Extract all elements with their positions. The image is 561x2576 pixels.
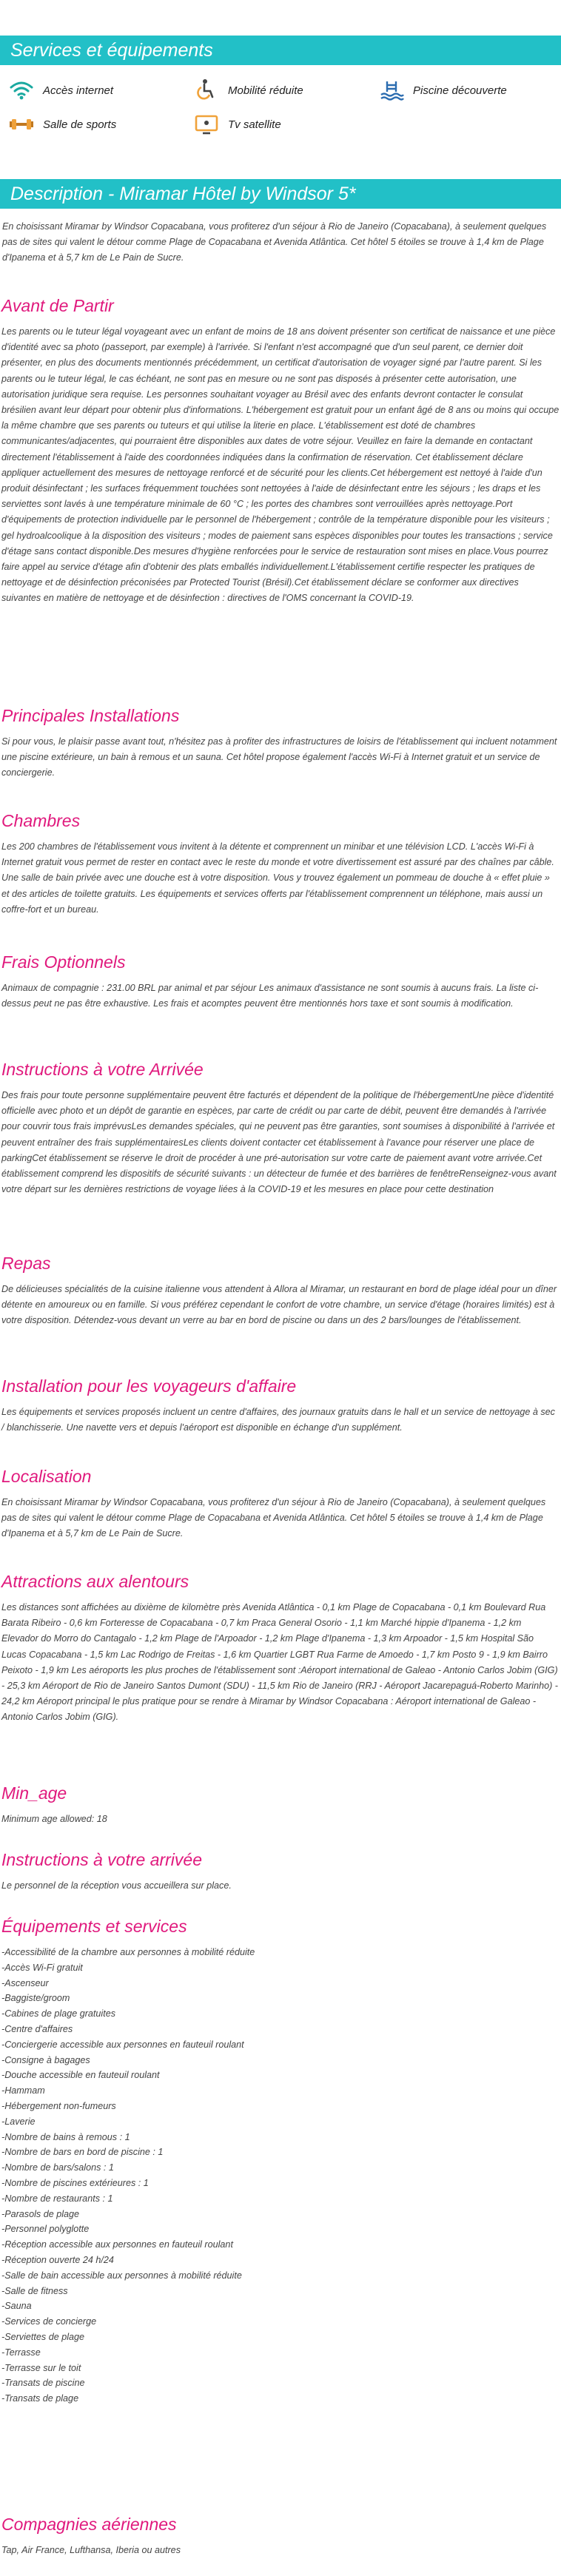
section-heading: Min_age <box>1 1783 67 1803</box>
section-heading: Principales Installations <box>1 706 180 725</box>
section-heading: Avant de Partir <box>1 296 114 315</box>
section-instructions-arrivee <box>0 1058 561 1197</box>
section-text: Les 200 chambres de l'établissement vous invitent à la détente et comprennent un minibar et une télévision LCD. L'accès Wi-Fi à Internet gratuit vous permet de rester en contact avec le reste du monde et votre divertissement est assuré par des chaînes par câble. Une salle de bain privée avec une douche est à votre disposition. Vous y trouvez également un pommeau de douche à « effet pluie » et des articles de toilette gratuits. Les équipements et services offerts par l'établissement comprennent un téléphone, mais aussi un coffre-fort et un bureau. <box>1 841 554 915</box>
amenity-label: Accès internet <box>43 84 114 97</box>
section-heading: Attractions aux alentours <box>1 1572 189 1591</box>
list-item: -Réception accessible aux personnes en fauteuil roulant <box>1 2239 233 2250</box>
section-frais <box>0 951 561 1012</box>
wheelchair-icon <box>194 78 219 101</box>
amenity-label: Tv satellite <box>228 118 281 131</box>
gym-icon <box>9 112 34 135</box>
list-item: -Nombre de bars/salons : 1 <box>1 2162 114 2173</box>
list-item: -Laverie <box>1 2116 36 2127</box>
list-item: -Transats de piscine <box>1 2378 85 2389</box>
list-item: -Sauna <box>1 2301 32 2312</box>
description-block <box>0 219 561 266</box>
section-heading: Localisation <box>1 1467 92 1486</box>
list-item: -Nombre de restaurants : 1 <box>1 2193 113 2204</box>
amenity-label: Piscine découverte <box>413 84 507 97</box>
list-item: -Baggiste/groom <box>1 1993 70 2004</box>
list-item: -Terrasse <box>1 2347 41 2358</box>
section-heading: Instructions à votre Arrivée <box>1 1060 204 1079</box>
list-item: -Hammam <box>1 2085 45 2096</box>
section-avant <box>0 295 561 607</box>
amenities-banner <box>0 36 561 65</box>
list-item: -Réception ouverte 24 h/24 <box>1 2254 114 2265</box>
section-text: Les distances sont affichées au dixième de kilomètre près Avenida Atlântica - 0,1 km Plage de Copacabana - 0,1 km Boulevard Rua Barata Ribeiro - 0,6 km Forteresse de Copacabana - 0,7 km Praca General Osorio - 1,1 km Marché hippie d'Ipanema - 1,2 km Elevador do Morro do Cantagalo - 1,2 km Plage de l'Arpoador - 1,2 km Plage d'Ipanema - 1,3 km Arpoador - 1,5 km Hospital São Lucas Copacabana - 1,5 km Lac Rodrigo de Freitas - 1,6 km Quartier LGBT Rua Farme de Amoedo - 1,7 km Posto 9 - 1,9 km Bairro Peixoto - 1,9 km Les aéroports les plus proches de l'établissement sont :Aéroport international de Galeao - Antonio Carlos Jobim (GIG) - 25,3 km Aéroport de Rio de Janeiro Santos Dumont (SDU) - 11,5 km Rio de Janeiro (RRJ - Aéroport Jacarepaguá-Roberto Marinho) - 24,2 km Aéroport principal le plus pratique pour se rendre à Miramar by Windsor Copacabana : Aéroport international de Galeao - Antonio Carlos Jobim (GIG). <box>1 1602 558 1723</box>
list-item: -Personnel polyglotte <box>1 2224 90 2235</box>
list-item: -Centre d'affaires <box>1 2023 73 2034</box>
section-affaires <box>0 1375 561 1436</box>
section-repas <box>0 1252 561 1329</box>
pool-icon <box>379 78 404 101</box>
section-compagnies <box>0 2513 561 2558</box>
section-text: Si pour vous, le plaisir passe avant tout, n'hésitez pas à profiter des infrastructures de loisirs de l'établissement qui incluent notamment une piscine extérieure, un bain à remous et un sauna. Cet hôtel propose également l'accès Wi-Fi à Internet gratuit et un service de conciergerie. <box>1 736 557 778</box>
list-item: -Conciergerie accessible aux personnes en fauteuil roulant <box>1 2039 244 2050</box>
section-instructions-arrivee-2 <box>0 1849 561 1894</box>
list-item: -Cabines de plage gratuites <box>1 2008 116 2020</box>
list-item: -Salle de fitness <box>1 2285 68 2296</box>
section-heading: Chambres <box>1 811 81 830</box>
section-equipements <box>0 1915 561 2407</box>
amenity-label: Mobilité réduite <box>228 84 303 97</box>
section-text: Les équipements et services proposés incluent un centre d'affaires, des journaux gratuits dans le hall et un service de nettoyage à sec / blanchisserie. Une navette vers et depuis l'aéroport est disponible en échange d'un supplément. <box>1 1407 555 1433</box>
description-banner <box>0 179 561 209</box>
amenity-label: Salle de sports <box>43 118 117 131</box>
list-item: -Nombre de piscines extérieures : 1 <box>1 2177 149 2188</box>
list-item: -Accessibilité de la chambre aux personnes à mobilité réduite <box>1 1947 255 1957</box>
list-item: -Ascenseur <box>1 1977 49 1988</box>
section-heading: Frais Optionnels <box>1 952 126 972</box>
section-principales <box>0 704 561 781</box>
wifi-icon <box>9 78 34 101</box>
section-text: Des frais pour toute personne supplémentaire peuvent être facturés et dépendent de la politique de l'hébergementUne pièce d'identité officielle avec photo et un dépôt de garantie en espèces, par carte de crédit ou par carte de débit, peuvent être demandés à l'arrivée pour couvrir tous frais imprévusLes demandes spéciales, qui ne peuvent pas être garanties, sont soumises à disponibilité à l'arrivée et peuvent entraîner des frais supplémentairesLes clients doivent contacter cet établissement à l'avance pour réserver une place de parkingCet établissement se réserve le droit de procéder à une pré-autorisation sur votre carte de paiement avant votre arrivée.Cet établissement comprend les dispositifs de sécurité suivants : un détecteur de fumée et des barrières de fenêtreRenseignez-vous avant votre départ sur les dernières restrictions de voyage liées à la COVID-19 et les mesures en place pour cette destination <box>1 1090 557 1195</box>
list-item: -Parasols de plage <box>1 2208 80 2219</box>
list-item: -Consigne à bagages <box>1 2054 90 2065</box>
equipements-list <box>1 1945 560 2407</box>
section-text: Tap, Air France, Lufthansa, Iberia ou autres <box>1 2545 181 2555</box>
list-item: -Serviettes de plage <box>1 2331 85 2342</box>
section-text: Les parents ou le tuteur légal voyageant avec un enfant de moins de 18 ans doivent présenter son certificat de naissance et une pièce d'identité avec sa photo (passeport, par exemple) à l'arrivée. Si l'enfant n'est accompagné que d'un seul parent, ce dernier doit présenter, en plus des documents mentionnés précédemment, un certificat d'autorisation de voyager signé par l'autre parent. Si les parents ou le tuteur légal, le cas échéant, ne sont pas en mesure ou ne sont pas disposés à présenter cette autorisation, une autorisation juridique sera requise. Les personnes souhaitant voyager au Brésil avec des enfants devront contacter le consulat brésilien avant leur départ pour obtenir plus d'informations. L'hébergement est gratuit pour un enfant âgé de 8 ans ou moins qui occupe la même chambre que ses parents ou tuteurs et qui utilise la literie en place. L'établissement est doté de chambres communicantes/adjacentes, qui pourraient être disponibles aux dates de votre séjour. Veuillez en faire la demande en contactant directement l'établissement à l'aide des coordonnées indiquées dans la confirmation de réservation. Cet établissement déclare appliquer actuellement des mesures de nettoyage renforcé et de sécurité pour les clients.Cet hébergement est nettoyé à l'aide d'un produit désinfectant ; les surfaces fréquemment touchées sont nettoyées à l'aide de désinfectant entre les séjours ; les draps et les serviettes sont lavés à une température minimale de 60 °C ; les portes des chambres sont verrouillées après nettoyage.Port d'équipements de protection individuelle par le personnel de l'hébergement ; contrôle de la température disponible pour les visiteurs ; gel hydroalcoolique à la disposition des visiteurs ; modes de paiement sans espèces disponibles pour toutes les transactions ; service d'étage sans contact disponible.Des mesures d'hygiène renforcées pour le service de restauration sont mises en place.Vous pourrez faire appel au service d'étage afin d'obtenir des plats emballés individuellement.L'établissement certifie respecter les pratiques de nettoyage et de désinfection préconisées par Protected Tourist (Brésil).Cet établissement déclare se conformer aux directives suivantes en matière de nettoyage et de désinfection : directives de l'OMS concernant la COVID-19. <box>1 326 560 604</box>
section-heading: Compagnies aériennes <box>1 2515 177 2534</box>
list-item: -Salle de bain accessible aux personnes à mobilité réduite <box>1 2270 242 2281</box>
list-item: -Transats de plage <box>1 2393 79 2404</box>
section-attractions <box>0 1570 561 1726</box>
section-text: Minimum age allowed: 18 <box>1 1814 107 1824</box>
section-text: Le personnel de la réception vous accueillera sur place. <box>1 1880 232 1891</box>
section-text: En choisissant Miramar by Windsor Copacabana, vous profiterez d'un séjour à Rio de Janeiro (Copacabana), à seulement quelques pas de sites qui valent le détour comme Plage de Copacabana et Avenida Atlântica. Cet hôtel 5 étoiles se trouve à 1,4 km de Plage d'Ipanema et à 5,7 km de Le Pain de Sucre. <box>1 1497 546 1539</box>
section-min-age <box>0 1782 561 1827</box>
list-item: -Nombre de bains à remous : 1 <box>1 2131 130 2142</box>
tv-icon <box>194 112 219 135</box>
list-item: -Terrasse sur le toit <box>1 2362 81 2373</box>
section-localisation <box>0 1465 561 1542</box>
description-title: Description - Miramar Hôtel by Windsor 5* <box>10 184 356 204</box>
list-item: -Nombre de bars en bord de piscine : 1 <box>1 2147 164 2158</box>
amenities-title: Services et équipements <box>10 40 213 61</box>
section-chambres <box>0 810 561 918</box>
list-item: -Services de concierge <box>1 2316 97 2327</box>
list-item: -Douche accessible en fauteuil roulant <box>1 2070 160 2081</box>
section-heading: Installation pour les voyageurs d'affaire <box>1 1376 297 1396</box>
section-heading: Équipements et services <box>1 1917 187 1936</box>
section-heading: Repas <box>1 1254 51 1273</box>
section-text: De délicieuses spécialités de la cuisine italienne vous attendent à Allora al Miramar, un restaurant en bord de plage idéal pour un dîner détente en amoureux ou en famille. Si vous préférez cependant le confort de votre chambre, un service d'étage (horaires limités) est à votre disposition. Détendez-vous devant un verre au bar en bord de piscine ou dans un des 2 bars/lounges de l'établissement. <box>1 1284 557 1326</box>
description-intro: En choisissant Miramar by Windsor Copacabana, vous profiterez d'un séjour à Rio de Janeiro (Copacabana), à seulement quelques pas de sites qui valent le détour comme Plage de Copacabana et Avenida Atlântica. Cet hôtel 5 étoiles se trouve à 1,4 km de Plage d'Ipanema et à 5,7 km de Le Pain de Sucre. <box>2 221 547 263</box>
amenities-grid <box>0 74 561 163</box>
list-item: -Accès Wi-Fi gratuit <box>1 1962 83 1973</box>
section-text: Animaux de compagnie : 231.00 BRL par animal et par séjour Les animaux d'assistance ne sont soumis à aucuns frais. La liste ci-dessus peut ne pas être exhaustive. Les frais et acomptes peuvent être mentionnés hors taxe et sont soumis à modification. <box>1 983 539 1009</box>
list-item: -Hébergement non-fumeurs <box>1 2100 116 2111</box>
section-heading: Instructions à votre arrivée <box>1 1850 203 1869</box>
